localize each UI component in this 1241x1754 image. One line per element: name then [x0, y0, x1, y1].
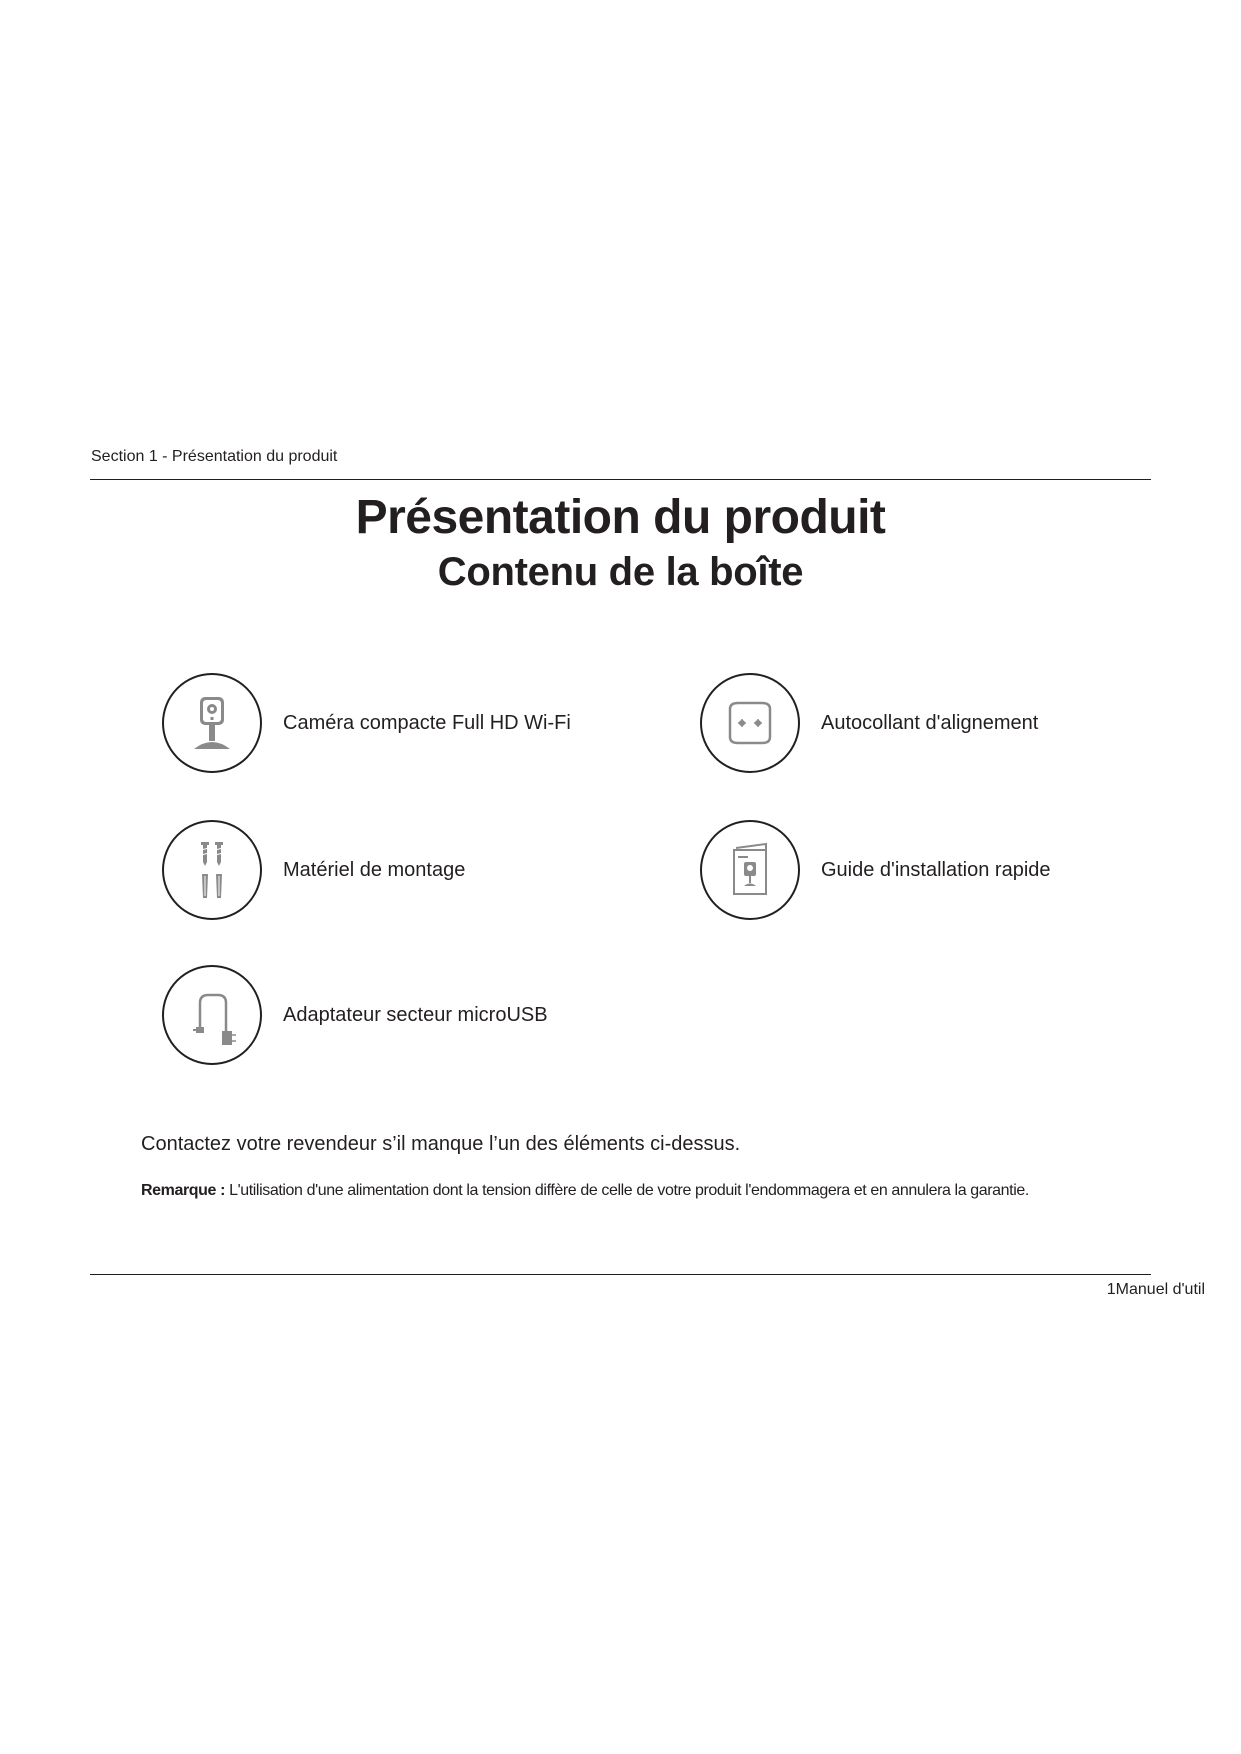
- box-item-mounting-hardware: [162, 820, 465, 920]
- manual-title: Manuel d'util: [1115, 1281, 1205, 1298]
- footer-rule: [90, 1274, 1151, 1275]
- box-item-quick-install-guide: [700, 820, 1051, 920]
- page-footer: [1107, 1281, 1205, 1299]
- contact-note: Contactez votre revendeur s’il manque l’un des éléments ci-dessus.: [141, 1133, 741, 1155]
- camera-icon: [162, 673, 262, 773]
- box-item-label: Caméra compacte Full HD Wi-Fi: [283, 711, 571, 734]
- page-subtitle: Contenu de la boîte: [437, 550, 804, 594]
- power-adapter-icon: [162, 965, 262, 1065]
- box-item-label: Autocollant d'alignement: [821, 711, 1039, 734]
- box-item-camera: [162, 673, 571, 773]
- box-item-alignment-sticker: [700, 673, 1038, 773]
- section-header: Section 1 - Présentation du produit: [91, 448, 338, 465]
- box-item-label: Matériel de montage: [283, 858, 466, 881]
- remark-label: Remarque :: [141, 1182, 226, 1199]
- box-item-label: Adaptateur secteur microUSB: [283, 1003, 548, 1026]
- mounting-hardware-icon: [162, 820, 262, 920]
- remark-text: L'utilisation d'une alimentation dont la tension diffère de celle de votre produit l'endommagera et en annulera la garantie.: [225, 1182, 1029, 1199]
- remark-note: [141, 1182, 1029, 1200]
- alignment-sticker-icon: [700, 673, 800, 773]
- header-rule: [90, 479, 1151, 480]
- page-number: 1: [1106, 1281, 1116, 1298]
- quick-install-guide-icon: [700, 820, 800, 920]
- box-item-power-adapter: [162, 965, 548, 1065]
- page-title: Présentation du produit: [355, 491, 886, 544]
- box-item-label: Guide d'installation rapide: [821, 858, 1051, 881]
